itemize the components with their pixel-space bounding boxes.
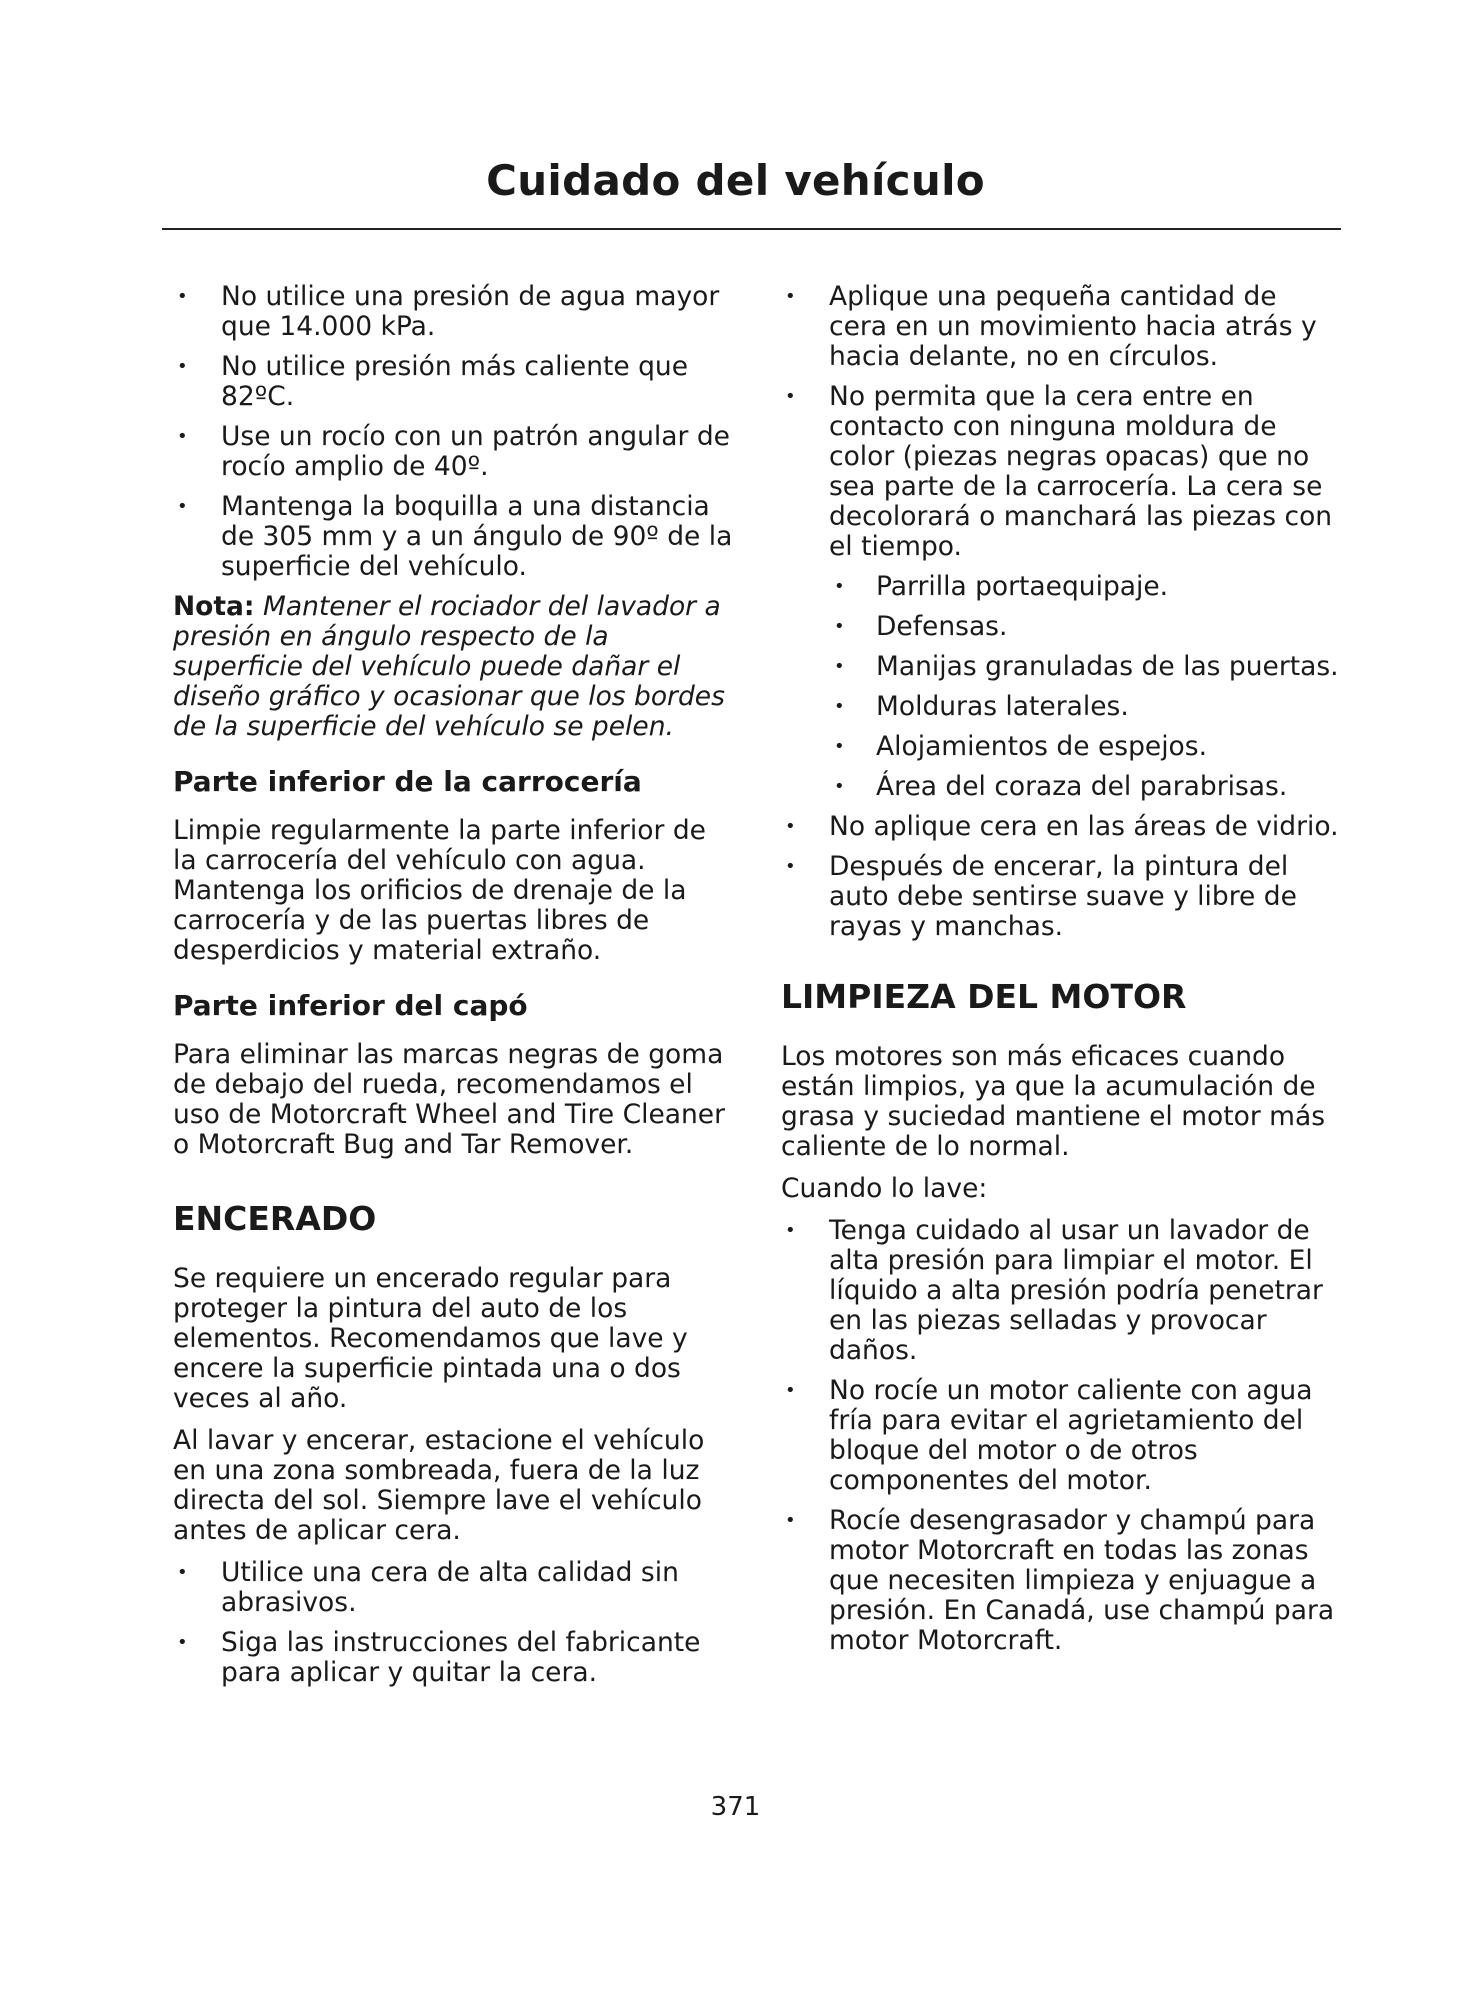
list-item: • No utilice presión más caliente que 82ºC. (173, 352, 733, 412)
hood-heading: Parte inferior del capó (173, 989, 528, 1022)
page-number: 371 (710, 1792, 761, 1822)
note-label: Nota: (173, 591, 255, 622)
underbody-heading: Parte inferior de la carrocería (173, 765, 642, 798)
wax-finish-list (781, 812, 1341, 942)
list-item: • Mantenga la boquilla a una distancia de 305 mm y a un ángulo de 90º de la superficie del vehículo. (173, 492, 733, 582)
waxing-paragraph-2: Al lavar y encerar, estacione el vehículo en una zona sombreada, fuera de la luz directa del sol. Siempre lave el vehículo antes de aplicar cera. (173, 1425, 705, 1546)
list-item: • No permita que la cera entre en contacto con ninguna moldura de color (piezas negras opacas) que no sea parte de la carrocería. La cera se decolorará o manchará las piezas con el tiempo. (781, 382, 1341, 562)
list-item: • Después de encerar, la pintura del auto debe sentirse suave y libre de rayas y manchas. (781, 852, 1341, 942)
waxing-paragraph-1: Se requiere un encerado regular para proteger la pintura del auto de los elementos. Recomendamos que lave y encere la superficie pintada una o dos veces al año. (173, 1263, 688, 1414)
right-column (781, 282, 1341, 1666)
wax-application-list (781, 282, 1341, 562)
title-divider (162, 228, 1341, 230)
list-item: • Manijas granuladas de las puertas. (781, 652, 1341, 682)
list-item: • Parrilla portaequipaje. (781, 572, 1341, 602)
list-item: • No aplique cera en las áreas de vidrio. (781, 812, 1341, 842)
list-item: • Utilice una cera de alta calidad sin abrasivos. (173, 1558, 733, 1618)
page-title: Cuidado del vehículo (486, 156, 985, 205)
list-item: • No utilice una presión de agua mayor que 14.000 kPa. (173, 282, 733, 342)
engine-paragraph-2: Cuando lo lave: (781, 1173, 988, 1204)
list-item: • Molduras laterales. (781, 692, 1341, 722)
underbody-paragraph: Limpie regularmente la parte inferior de la carrocería del vehículo con agua. Mantenga los orificios de drenaje de la carrocería y de las puertas libres de desperdicios y material extraño. (173, 815, 706, 966)
list-item: • Tenga cuidado al usar un lavador de alta presión para limpiar el motor. El líquido a alta presión podría penetrar en las piezas selladas y provocar daños. (781, 1216, 1341, 1366)
list-item: • Defensas. (781, 612, 1341, 642)
list-item: • Siga las instrucciones del fabricante para aplicar y quitar la cera. (173, 1628, 733, 1688)
engine-paragraph-1: Los motores son más eficaces cuando están limpios, ya que la acumulación de grasa y suciedad mantiene el motor más caliente de lo normal. (781, 1041, 1326, 1162)
engine-cleaning-heading: LIMPIEZA DEL MOTOR (781, 977, 1187, 1016)
hood-paragraph: Para eliminar las marcas negras de goma de debajo del rueda, recomendamos el uso de Motorcraft Wheel and Tire Cleaner o Motorcraft Bug and Tar Remover. (173, 1039, 726, 1160)
waxing-heading: ENCERADO (173, 1199, 377, 1238)
note (173, 592, 733, 742)
list-item: • No rocíe un motor caliente con agua fría para evitar el agrietamiento del bloque del motor o de otros componentes del motor. (781, 1376, 1341, 1496)
list-item: • Alojamientos de espejos. (781, 732, 1341, 762)
note-text: Mantener el rociador del lavador a presión en ángulo respecto de la superficie del vehículo puede dañar el diseño gráfico y ocasionar que los bordes de la superficie del vehículo se pelen. (173, 591, 725, 742)
pressure-wash-list (173, 282, 733, 582)
list-item: • Área del coraza del parabrisas. (781, 772, 1341, 802)
engine-cleaning-list (781, 1216, 1341, 1656)
waxing-list (173, 1558, 733, 1688)
trim-parts-list (781, 572, 1341, 802)
list-item: • Rocíe desengrasador y champú para motor Motorcraft en todas las zonas que necesiten limpieza y enjuague a presión. En Canadá, use champú para motor Motorcraft. (781, 1506, 1341, 1656)
left-column (173, 282, 733, 1698)
list-item: • Aplique una pequeña cantidad de cera en un movimiento hacia atrás y hacia delante, no en círculos. (781, 282, 1341, 372)
list-item: • Use un rocío con un patrón angular de rocío amplio de 40º. (173, 422, 733, 482)
